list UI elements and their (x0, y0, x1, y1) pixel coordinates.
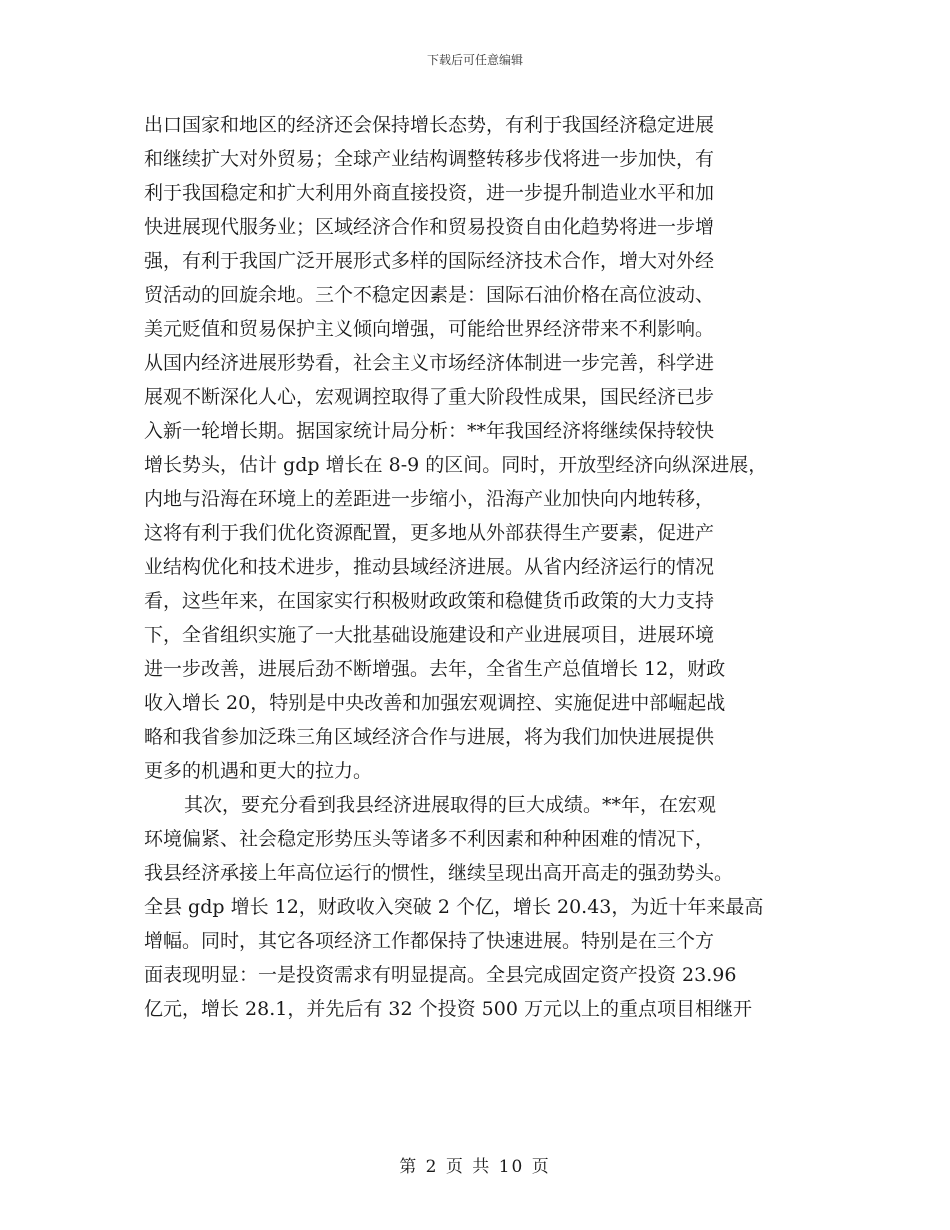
text-line: 看，这些年来，在国家实行积极财政政策和稳健货币政策的大力支持 (144, 590, 715, 612)
text-line: 面表现明显：一是投资需求有明显提高。全县完成固定资产投资 23.96 (144, 964, 737, 986)
page-number-footer: 第 2 页 共 10 页 (399, 1157, 551, 1177)
document-body (144, 108, 824, 1026)
text-line: 增长势头，估计 gdp 增长在 8-9 的区间。同时，开放型经济向纵深进展， (144, 454, 768, 476)
text-line: 增幅。同时，其它各项经济工作都保持了快速进展。特别是在三个方 (144, 930, 715, 952)
text-line: 收入增长 20，特别是中央改善和加强宏观调控、实施促进中部崛起战 (144, 692, 726, 714)
text-line: 环境偏紧、社会稳定形势压头等诸多不利因素和种种困难的情况下， (144, 828, 715, 850)
text-line: 利于我国稳定和扩大利用外商直接投资，进一步提升制造业水平和加 (144, 182, 715, 204)
text-line: 展观不断深化人心，宏观调控取得了重大阶段性成果，国民经济已步 (144, 386, 715, 408)
text-line: 更多的机遇和更大的拉力。 (144, 760, 373, 782)
text-line: 出口国家和地区的经济还会保持增长态势，有利于我国经济稳定进展 (144, 114, 715, 136)
text-line: 略和我省参加泛珠三角区域经济合作与进展，将为我们加快进展提供 (144, 726, 715, 748)
text-line: 全县 gdp 增长 12，财政收入突破 2 个亿，增长 20.43，为近十年来最高 (144, 896, 764, 918)
text-line: 下，全省组织实施了一大批基础设施建设和产业进展项目，进展环境 (144, 624, 715, 646)
paragraph-first-line: 其次，要充分看到我县经济进展取得的巨大成绩。**年，在宏观 (184, 794, 717, 816)
text-line: 贸活动的回旋余地。三个不稳定因素是：国际石油价格在高位波动、 (144, 284, 715, 306)
text-line: 从国内经济进展形势看，社会主义市场经济体制进一步完善，科学进 (144, 352, 715, 374)
text-line: 美元贬值和贸易保护主义倾向增强，可能给世界经济带来不利影响。 (144, 318, 715, 340)
text-line: 进一步改善，进展后劲不断增强。去年，全省生产总值增长 12，财政 (144, 658, 726, 680)
text-line: 内地与沿海在环境上的差距进一步缩小，沿海产业加快向内地转移， (144, 488, 715, 510)
text-line: 强，有利于我国广泛开展形式多样的国际经济技术合作，增大对外经 (144, 250, 715, 272)
text-line: 我县经济承接上年高位运行的惯性，继续呈现出高开高走的强劲势头。 (144, 862, 734, 884)
page-header: 下载后可任意编辑 (426, 53, 523, 67)
text-line: 快进展现代服务业；区域经济合作和贸易投资自由化趋势将进一步增 (144, 216, 715, 238)
text-line: 这将有利于我们优化资源配置，更多地从外部获得生产要素，促进产 (144, 522, 715, 544)
text-line: 和继续扩大对外贸易；全球产业结构调整转移步伐将进一步加快，有 (144, 148, 715, 170)
text-line: 业结构优化和技术进步，推动县域经济进展。从省内经济运行的情况 (144, 556, 715, 578)
text-line: 入新一轮增长期。据国家统计局分析：**年我国经济将继续保持较快 (144, 420, 715, 442)
text-line: 亿元，增长 28.1，并先后有 32 个投资 500 万元以上的重点项目相继开 (144, 998, 752, 1020)
